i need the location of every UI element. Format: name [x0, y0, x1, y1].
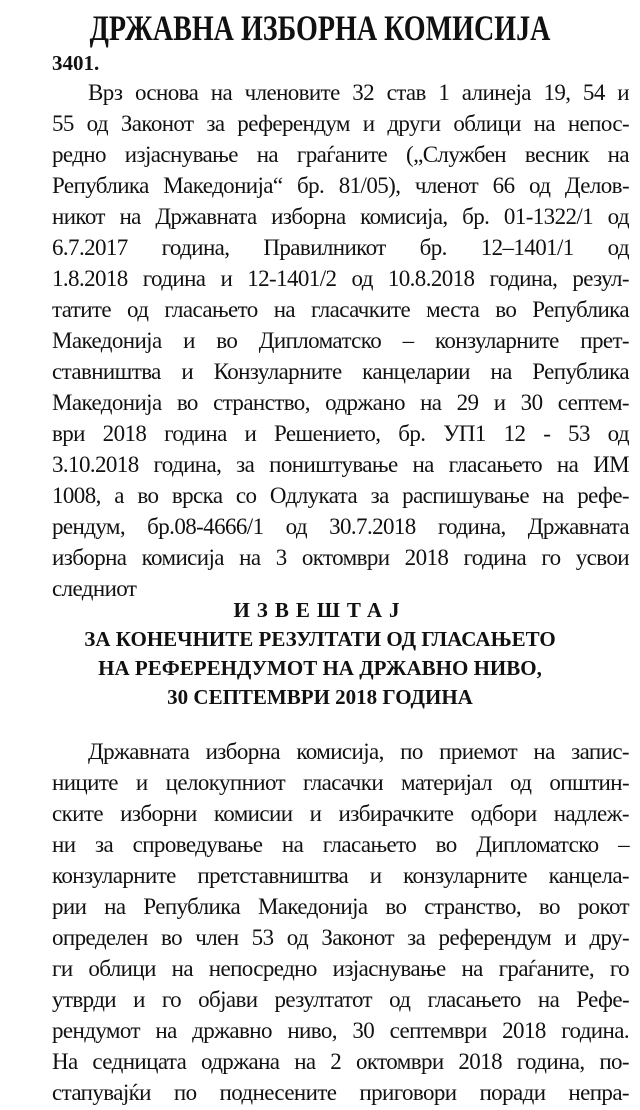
text-line: ги облици на непосредно изјаснување на граѓаните, го [52, 956, 629, 981]
text-line: татите од гласањето на гласачките места во Република [52, 297, 629, 322]
text-line: изборна комисија на 3 октомври 2018 година го усвои [52, 545, 629, 570]
text-line: ставништва и Конзуларните канцеларии на Република [52, 359, 629, 384]
report-title-line: ЗА КОНЕЧНИТЕ РЕЗУЛТАТИ ОД ГЛАСАЊЕТО [84, 627, 556, 651]
text-line: ските изборни комисии и избирачките одбори надлеж- [52, 801, 629, 826]
text-line: конзуларните претставништва и конзуларните канцела- [52, 863, 629, 888]
report-title-line: ИЗВЕШТАЈ [233, 598, 407, 622]
text-line: Република Македонија“ бр. 81/05), членот 66 од Делов- [52, 173, 629, 198]
text-line: утврди и го објави резултатот од гласањето на Рефе- [52, 987, 629, 1012]
text-line: никот на Државната изборна комисија, бр. 01-1322/1 од [52, 204, 629, 229]
text-line: редно изјаснување на граѓаните („Службен весник на [52, 142, 629, 167]
text-line: 55 од Законот за референдум и други облици на непос- [52, 111, 629, 136]
text-line: стапувајќи по поднесените приговори поради непра- [52, 1080, 629, 1105]
text-line: рендум, бр.08-4666/1 од 30.7.2018 година, Државната [52, 514, 629, 539]
body-paragraph [52, 736, 629, 1108]
report-title-line: НА РЕФЕРЕНДУМОТ НА ДРЖАВНО НИВО, [98, 656, 542, 680]
text-line: Македонија во странство, одржано на 29 и 30 септем- [52, 390, 629, 415]
text-line: рии на Република Македонија во странство, во рокот [52, 894, 629, 919]
text-line: 6.7.2017 година, Правилникот бр. 12–1401/1 од [52, 235, 629, 260]
text-line: Врз основа на членовите 32 став 1 алинеја 19, 54 и [88, 80, 629, 105]
text-line: Македонија и во Дипломатско – конзуларните прет- [52, 328, 629, 353]
report-title [0, 596, 640, 712]
text-line: 3.10.2018 година, за поништување на гласањето на ИМ [52, 452, 629, 477]
institution-header: ДРЖАВНА ИЗБОРНА КОМИСИЈА [89, 8, 551, 48]
preamble-paragraph [52, 77, 629, 604]
text-line: Државната изборна комисија, по приемот на запис- [88, 739, 629, 764]
text-line: ниците и целокупниот гласачки материјал од општин- [52, 770, 629, 795]
text-line: ври 2018 година и Решението, бр. УП1 12 - 53 од [52, 421, 629, 446]
text-line: следниот [52, 576, 137, 601]
report-title-line: 30 СЕПТЕМВРИ 2018 ГОДИНА [167, 685, 473, 709]
text-line: определен во член 53 од Законот за референдум и дру- [52, 925, 629, 950]
text-line: рендумот на државно ниво, 30 септември 2018 година. [52, 1018, 629, 1043]
text-line: 1.8.2018 година и 12-1401/2 од 10.8.2018 година, резул- [52, 266, 629, 291]
act-number: 3401. [52, 51, 100, 75]
text-line: На седницата одржана на 2 октомври 2018 година, по- [52, 1049, 629, 1074]
text-line: ни за спроведување на гласањето во Дипломатско – [52, 832, 629, 857]
text-line: 1008, а во врска со Одлуката за распишување на рефе- [52, 483, 629, 508]
